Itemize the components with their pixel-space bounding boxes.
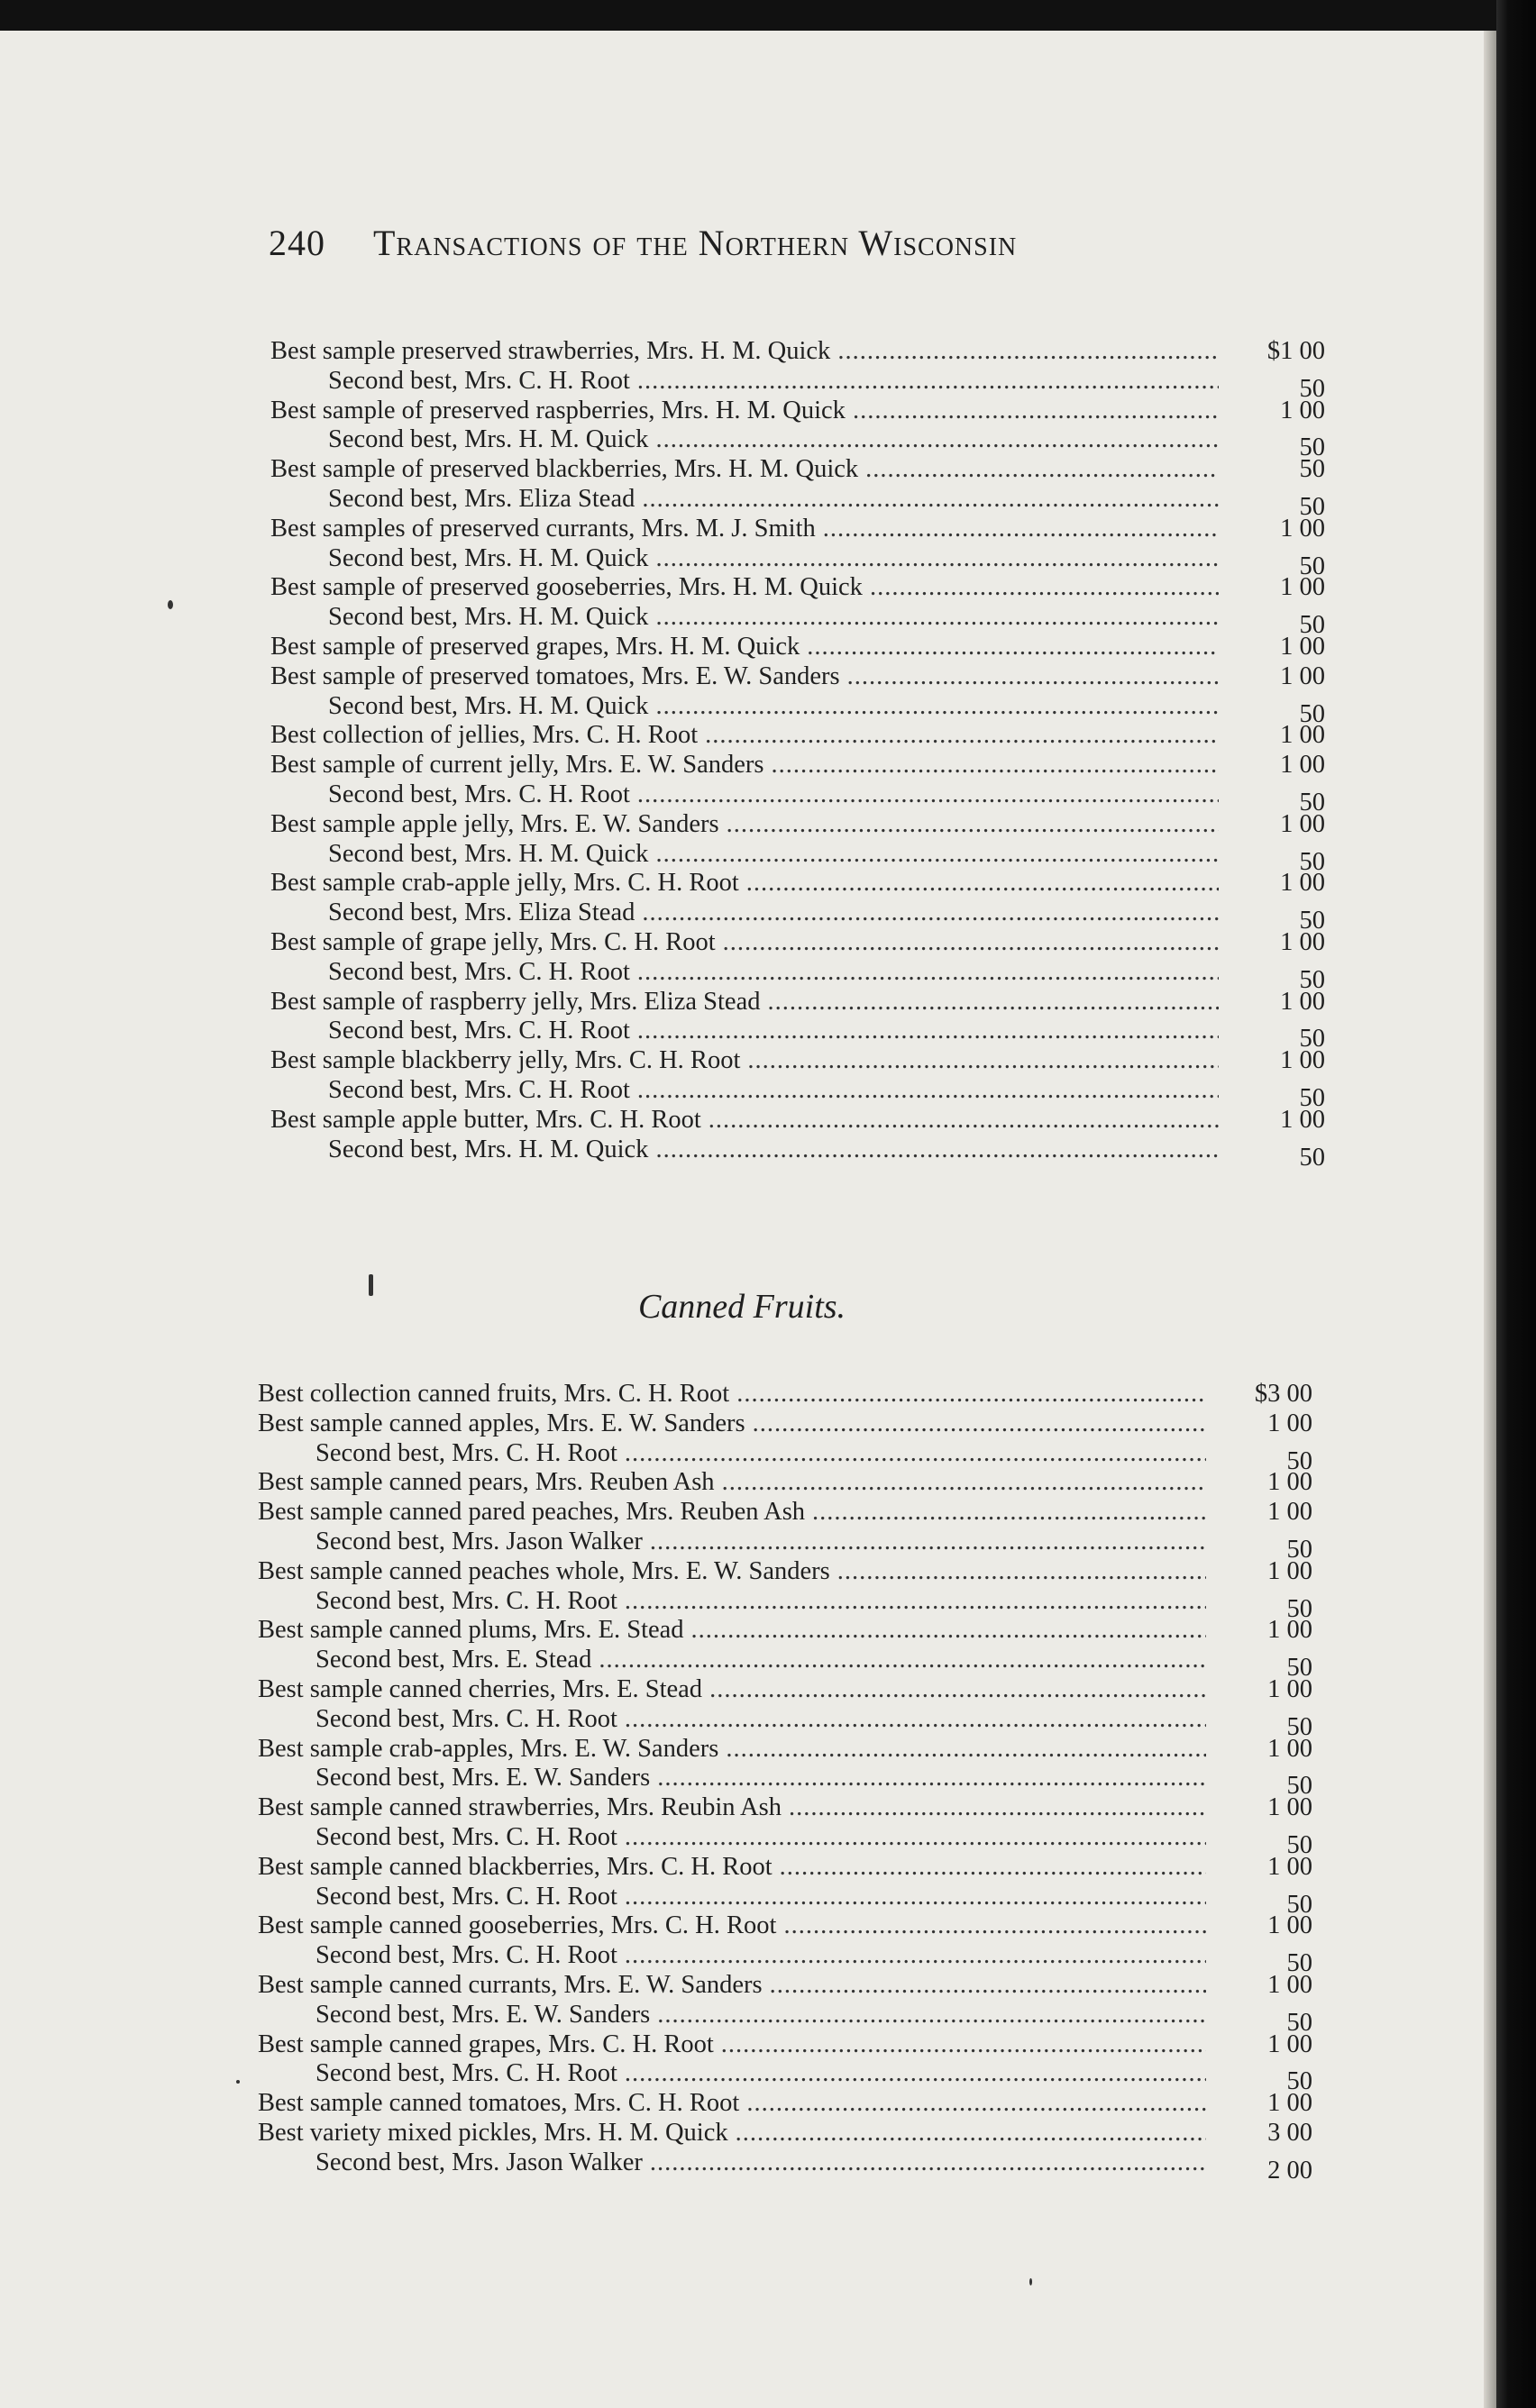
dot-leader [637,1017,1219,1046]
entry-label: Best sample canned currants, Mrs. E. W. Sanders [258,1970,763,1999]
entry-row-second [258,1438,1321,1475]
entry-label: Best sample canned cherries, Mrs. E. Stead [258,1674,703,1703]
dot-leader [727,810,1219,840]
entry-amount: 1 00 [1280,632,1325,661]
section-heading-canned-fruits: Canned Fruits. [637,1288,846,1326]
dot-leader [807,633,1219,662]
dot-leader [655,1136,1219,1165]
entry-amount: 1 00 [1267,1852,1312,1881]
entry-row-second [258,1704,1321,1741]
dot-leader [753,1409,1206,1439]
entry-label: Best sample of preserved blackberries, Mrs. H. M. Quick [270,455,859,484]
entry-row-second [270,484,1334,521]
entry-row [258,1380,1321,1409]
entry-amount: 1 00 [1280,927,1325,956]
dot-leader [780,1853,1206,1883]
entry-amount: $3 00 [1254,1380,1312,1408]
entry-label: Best sample preserved strawberries, Mrs. H. M. Quick [270,337,831,365]
dot-leader [746,869,1219,898]
entry-amount: 1 00 [1267,1616,1312,1645]
entry-row-second [270,1017,1334,1054]
entry-row [258,1911,1321,1941]
entry-label: Best sample of preserved tomatoes, Mrs. E. W. Sanders [270,661,840,690]
entry-row [270,721,1334,751]
dot-leader [847,662,1219,692]
entry-row-second [258,1764,1321,1801]
entry-row-second [270,957,1334,994]
entry-row-second [270,898,1334,935]
dot-leader [637,958,1219,988]
entry-label: Best sample of preserved grapes, Mrs. H. M. Quick [270,632,800,661]
entry-amount: 1 00 [1280,751,1325,780]
entry-label: Second best, Mrs. C. H. Root [315,1822,617,1851]
dot-leader [723,928,1219,958]
scan-border-right [1496,0,1536,2408]
entry-label: Second best, Mrs. E. Stead [315,1646,592,1674]
entry-row [258,2119,1321,2148]
page-edge-shadow [1484,31,1496,2408]
entry-amount: 2 00 [1267,2156,1312,2185]
entry-amount: 50 [1299,1083,1325,1112]
entry-row [270,573,1334,603]
entry-label: Best sample canned gooseberries, Mrs. C. H. Root [258,1911,777,1940]
entry-amount: 50 [1286,1446,1312,1475]
entry-amount: 50 [1286,2008,1312,2037]
entry-row [258,1853,1321,1883]
entry-row [258,1557,1321,1587]
dot-leader [691,1616,1206,1646]
entry-label: Second best, Mrs. C. H. Root [315,1586,617,1615]
entry-row [258,1498,1321,1528]
entry-amount: 1 00 [1267,1468,1312,1497]
dot-leader [812,1498,1206,1528]
entry-amount: 1 00 [1280,869,1325,898]
entry-amount: 50 [1286,1594,1312,1623]
entry-amount: 50 [1299,374,1325,403]
entry-amount: 50 [1299,788,1325,816]
dot-leader [770,1971,1206,2001]
entry-row-second [270,543,1334,580]
running-header [269,222,1269,264]
entry-row [270,455,1334,485]
entry-amount: 50 [1286,1830,1312,1859]
entry-label: Best sample canned grapes, Mrs. C. H. Root [258,2029,714,2058]
entry-row-second [270,366,1334,403]
entry-row [270,1106,1334,1136]
entry-amount: 3 00 [1267,2118,1312,2147]
dot-leader [746,2089,1206,2119]
entry-row-second [270,425,1334,462]
dot-leader [767,988,1219,1017]
dot-leader [655,544,1219,574]
entry-row [270,1046,1334,1076]
entry-label: Second best, Mrs. Eliza Stead [328,484,635,513]
entry-amount: 50 [1286,1949,1312,1978]
entry-row-second [270,780,1334,816]
entry-row [270,633,1334,662]
dot-leader [870,573,1219,603]
entry-amount: 1 00 [1280,1105,1325,1134]
entry-label: Best sample blackberry jelly, Mrs. C. H. Root [270,1046,741,1075]
entry-row [270,751,1334,780]
dot-leader [625,2059,1206,2089]
entry-amount: 1 00 [1267,1793,1312,1822]
entry-amount: 50 [1299,552,1325,580]
entry-row [270,515,1334,544]
entry-amount: 1 00 [1267,1674,1312,1703]
dot-leader [599,1646,1206,1675]
entry-amount: 50 [1299,1025,1325,1054]
book-page [0,31,1484,2408]
dot-leader [642,898,1219,928]
entry-row [258,1409,1321,1439]
entry-amount: 1 00 [1280,809,1325,838]
entry-amount: 50 [1299,907,1325,935]
dot-leader [853,397,1219,426]
entry-row-second [258,1882,1321,1919]
entry-label: Second best, Mrs. C. H. Root [328,366,630,395]
entry-row [270,337,1334,367]
premium-list-preserves [270,337,1334,1172]
entry-amount: 50 [1286,1772,1312,1801]
dot-leader [655,692,1219,722]
entry-amount: 50 [1299,699,1325,728]
entry-amount: 1 00 [1280,661,1325,690]
entry-label: Best collection of jellies, Mrs. C. H. Root [270,721,699,750]
entry-label: Second best, Mrs. H. M. Quick [328,425,649,454]
dot-leader [783,1911,1206,1941]
dot-leader [722,1468,1206,1498]
entry-amount: 1 00 [1267,1498,1312,1527]
entry-label: Best sample canned peaches whole, Mrs. E. W. Sanders [258,1556,830,1585]
dot-leader [705,721,1219,751]
entry-label: Best sample of preserved gooseberries, Mrs. H. M. Quick [270,573,863,602]
entry-label: Second best, Mrs. H. M. Quick [328,603,649,632]
entry-label: Best sample of raspberry jelly, Mrs. Eliza Stead [270,987,761,1016]
entry-row-second [258,2059,1321,2096]
dot-leader [736,1380,1206,1409]
entry-amount: 50 [1286,1654,1312,1683]
ink-speck [369,1274,373,1296]
entry-amount: 50 [1286,1535,1312,1564]
entry-amount: 1 00 [1267,2029,1312,2058]
entry-label: Second best, Mrs. C. H. Root [315,2059,617,2088]
entry-amount: 1 00 [1280,514,1325,543]
entry-amount: 50 [1299,611,1325,640]
entry-label: Best sample crab-apples, Mrs. E. W. Sanders [258,1734,719,1763]
dot-leader [837,337,1219,367]
entry-label: Best sample apple jelly, Mrs. E. W. Sanders [270,809,719,838]
entry-label: Second best, Mrs. E. W. Sanders [315,2000,651,2029]
dot-leader [837,1557,1206,1587]
dot-leader [771,751,1219,780]
entry-label: Best collection canned fruits, Mrs. C. H. Root [258,1380,730,1408]
entry-label: Best sample crab-apple jelly, Mrs. C. H. Root [270,869,739,898]
entry-amount: 50 [1299,455,1325,484]
entry-label: Best sample canned tomatoes, Mrs. C. H. Root [258,2089,740,2118]
entry-row [270,928,1334,958]
dot-leader [650,1528,1206,1557]
dot-leader [655,603,1219,633]
dot-leader [637,367,1219,397]
ink-speck [1029,2278,1032,2285]
entry-label: Second best, Mrs. C. H. Root [328,1017,630,1045]
premium-list-canned-fruits [258,1380,1321,2185]
dot-leader [625,1823,1206,1853]
dot-leader [726,1735,1206,1765]
dot-leader [655,840,1219,870]
entry-row-second [270,691,1334,728]
entry-label: Second best, Mrs. Jason Walker [315,2148,643,2176]
entry-row-second [270,839,1334,876]
entry-row [270,988,1334,1017]
entry-amount: 50 [1286,1890,1312,1919]
entry-label: Best sample canned blackberries, Mrs. C. H. Root [258,1852,773,1881]
entry-amount: 1 00 [1267,1911,1312,1940]
entry-amount: 50 [1299,847,1325,876]
entry-row-second [258,1822,1321,1859]
entry-amount: 1 00 [1267,1409,1312,1437]
entry-row [258,1468,1321,1498]
entry-amount: $1 00 [1266,337,1325,365]
entry-label: Best sample canned apples, Mrs. E. W. Sanders [258,1409,745,1437]
entry-row [270,810,1334,840]
running-title: Transactions of the Northern Wisconsin [373,223,1018,263]
entry-amount: 1 00 [1267,2089,1312,2118]
entry-amount: 50 [1299,965,1325,994]
entry-row-second [258,1646,1321,1683]
entry-row [258,1793,1321,1823]
entry-label: Best sample of current jelly, Mrs. E. W. Sanders [270,751,764,780]
entry-label: Second best, Mrs. C. H. Root [328,1075,630,1104]
entry-label: Second best, Mrs. C. H. Root [315,1704,617,1733]
dot-leader [625,1587,1206,1617]
dot-leader [637,1076,1219,1106]
entry-label: Best sample canned pared peaches, Mrs. Reuben Ash [258,1498,806,1527]
entry-row-second [258,1527,1321,1564]
entry-label: Second best, Mrs. H. M. Quick [328,691,649,720]
entry-row-second [258,2000,1321,2037]
entry-row [258,2089,1321,2119]
entry-amount: 1 00 [1267,1556,1312,1585]
entry-label: Second best, Mrs. H. M. Quick [328,1135,649,1163]
entry-row [270,397,1334,426]
dot-leader [625,1883,1206,1912]
entry-amount: 50 [1299,1143,1325,1172]
entry-label: Best sample of preserved raspberries, Mrs. H. M. Quick [270,396,846,424]
ink-speck [236,2080,240,2084]
entry-label: Second best, Mrs. E. W. Sanders [315,1764,651,1792]
dot-leader [865,455,1219,485]
entry-label: Second best, Mrs. C. H. Root [315,1438,617,1467]
entry-label: Best sample canned pears, Mrs. Reuben Ash [258,1468,715,1497]
entry-row-second [258,1586,1321,1623]
dot-leader [655,425,1219,455]
entry-amount: 50 [1299,433,1325,462]
entry-label: Second best, Mrs. H. M. Quick [328,543,649,572]
entry-label: Second best, Mrs. C. H. Root [315,1941,617,1970]
scan-border-top [0,0,1536,31]
entry-row [270,869,1334,898]
entry-row-second [258,2148,1321,2185]
entry-amount: 1 00 [1280,1046,1325,1075]
entry-row [258,1616,1321,1646]
dot-leader [709,1675,1206,1705]
ink-speck [168,600,173,609]
entry-amount: 1 00 [1280,721,1325,750]
entry-row [258,2030,1321,2060]
page-number: 240 [269,223,325,263]
dot-leader [789,1793,1206,1823]
dot-leader [736,2119,1206,2148]
entry-row [258,1675,1321,1705]
entry-row-second [270,603,1334,640]
entry-amount: 50 [1299,492,1325,521]
dot-leader [721,2030,1206,2060]
entry-label: Second best, Mrs. Jason Walker [315,1527,643,1555]
entry-label: Second best, Mrs. Eliza Stead [328,898,635,927]
entry-label: Best sample of grape jelly, Mrs. C. H. Root [270,927,716,956]
entry-row-second [270,1075,1334,1112]
entry-label: Best samples of preserved currants, Mrs. M. J. Smith [270,514,816,543]
dot-leader [657,1764,1206,1793]
dot-leader [747,1046,1219,1076]
dot-leader [650,2148,1206,2178]
entry-row [258,1971,1321,2001]
entry-label: Second best, Mrs. C. H. Root [315,1882,617,1911]
entry-amount: 1 00 [1267,1734,1312,1763]
dot-leader [625,1439,1206,1469]
dot-leader [637,780,1219,810]
dot-leader [625,1941,1206,1971]
entry-amount: 1 00 [1267,1970,1312,1999]
entry-row [270,662,1334,692]
entry-label: Second best, Mrs. C. H. Root [328,957,630,986]
entry-row-second [270,1135,1334,1172]
entry-amount: 1 00 [1280,987,1325,1016]
entry-label: Best sample canned plums, Mrs. E. Stead [258,1616,684,1645]
dot-leader [625,1705,1206,1735]
entry-label: Best sample canned strawberries, Mrs. Reubin Ash [258,1793,782,1822]
entry-label: Best sample apple butter, Mrs. C. H. Root [270,1105,701,1134]
dot-leader [709,1106,1219,1136]
entry-amount: 1 00 [1280,396,1325,424]
dot-leader [642,485,1219,515]
entry-amount: 50 [1286,2067,1312,2096]
entry-amount: 1 00 [1280,573,1325,602]
dot-leader [823,515,1219,544]
entry-amount: 50 [1286,1712,1312,1741]
entry-label: Second best, Mrs. H. M. Quick [328,839,649,868]
entry-label: Best variety mixed pickles, Mrs. H. M. Quick [258,2118,728,2147]
entry-label: Second best, Mrs. C. H. Root [328,780,630,808]
entry-row-second [258,1941,1321,1978]
dot-leader [657,2001,1206,2030]
entry-row [258,1735,1321,1765]
